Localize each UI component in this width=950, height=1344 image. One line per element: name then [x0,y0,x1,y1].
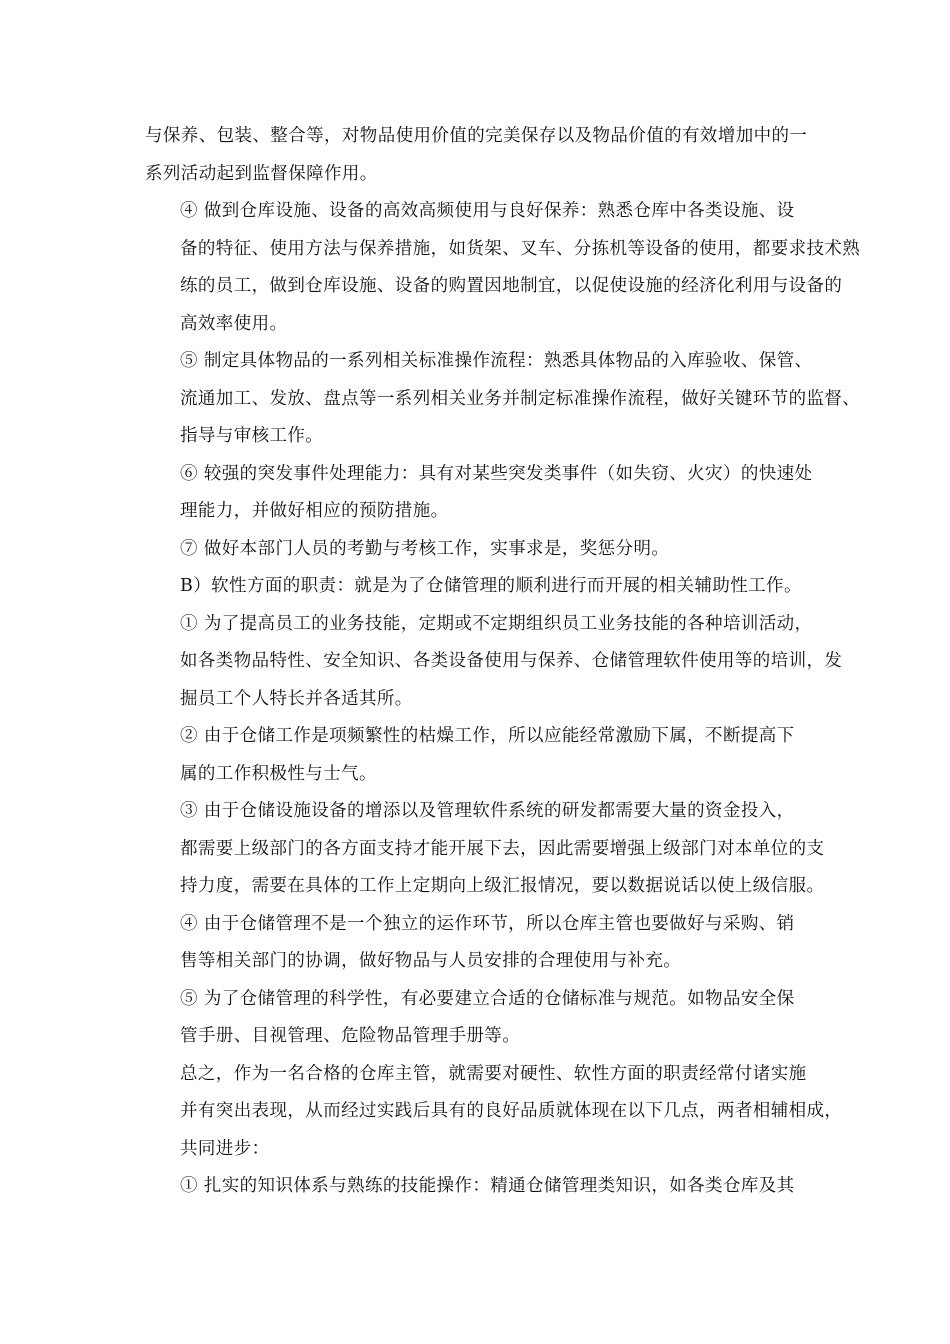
text-line: 指导与审核工作。 [180,426,324,446]
paragraph [145,981,815,1056]
text-line: ① 为了提高员工的业务技能，定期或不定期组织员工业务技能的各种培训活动， [180,613,813,634]
text-line: B）软性方面的职责：就是为了仓储管理的顺利进行而开展的相关辅助性工作。 [180,576,802,596]
text-line: 售等相关部门的协调，做好物品与人员安排的合理使用与补充。 [180,951,682,971]
text-line: ④ 做到仓库设施、设备的高效高频使用与良好保养：熟悉仓库中各类设施、设 [180,201,795,221]
text-line: 理能力，并做好相应的预防措施。 [180,501,449,521]
text-line: ⑤ 为了仓储管理的科学性，有必要建立合适的仓储标准与规范。如物品安全保 [180,988,795,1009]
text-line: ② 由于仓储工作是项频繁性的枯燥工作，所以应能经常激励下属，不断提高下 [180,726,795,746]
text-line: 持力度，需要在具体的工作上定期向上级汇报情况，要以数据说话以使上级信服。 [180,876,825,896]
text-line: 属的工作积极性与士气。 [180,763,377,784]
text-line: ⑦ 做好本部门人员的考勤与考核工作，实事求是，奖惩分明。 [180,538,670,559]
text-line: ③ 由于仓储设施设备的增添以及管理软件系统的研发都需要大量的资金投入， [180,801,795,821]
paragraph [145,606,843,719]
paragraph [145,118,815,193]
paragraph [145,456,815,531]
text-line: 系列活动起到监督保障作用。 [145,163,378,184]
text-line: 管手册、目视管理、危险物品管理手册等。 [180,1026,521,1046]
text-line: ⑤ 制定具体物品的一系列相关标准操作流程：熟悉具体物品的入库验收、保管、 [180,351,813,371]
paragraph [145,718,815,793]
text-line: 如各类物品特性、安全知识、各类设备使用与保养、仓储管理软件使用等的培训，发 [180,651,843,671]
document-body [145,118,861,1206]
text-line: 流通加工、发放、盘点等一系列相关业务并制定标准操作流程，做好关键环节的监督、 [180,388,861,409]
paragraph [145,343,861,456]
text-line: ④ 由于仓储管理不是一个独立的运作环节，所以仓库主管也要做好与采购、销 [180,913,795,934]
paragraph [145,906,815,981]
text-line: 共同进步： [180,1138,270,1159]
text-line: 总之，作为一名合格的仓库主管，就需要对硬性、软性方面的职责经常付诸实施 [180,1063,807,1084]
paragraph [145,1168,815,1206]
text-line: 并有突出表现，从而经过实践后具有的良好品质就体现在以下几点，两者相辅相成， [180,1101,843,1121]
paragraph [145,193,861,343]
text-line: 备的特征、使用方法与保养措施，如货架、叉车、分拣机等设备的使用，都要求技术熟 [180,238,861,259]
paragraph [145,531,815,569]
text-line: 掘员工个人特长并各适其所。 [180,688,413,709]
text-line: 都需要上级部门的各方面支持才能开展下去，因此需要增强上级部门对本单位的支 [180,838,825,859]
text-line: 高效率使用。 [180,313,288,334]
text-line: 练的员工，做到仓库设施、设备的购置因地制宜，以促使设施的经济化利用与设备的 [180,276,843,296]
paragraph [145,568,815,606]
text-line: ① 扎实的知识体系与熟练的技能操作：精通仓储管理类知识，如各类仓库及其 [180,1176,795,1196]
paragraph [145,1056,843,1169]
text-line: 与保养、包装、整合等，对物品使用价值的完美保存以及物品价值的有效增加中的一 [145,126,808,146]
paragraph [145,793,825,906]
text-line: ⑥ 较强的突发事件处理能力：具有对某些突发类事件（如失窃、火灾）的快速处 [180,463,813,484]
